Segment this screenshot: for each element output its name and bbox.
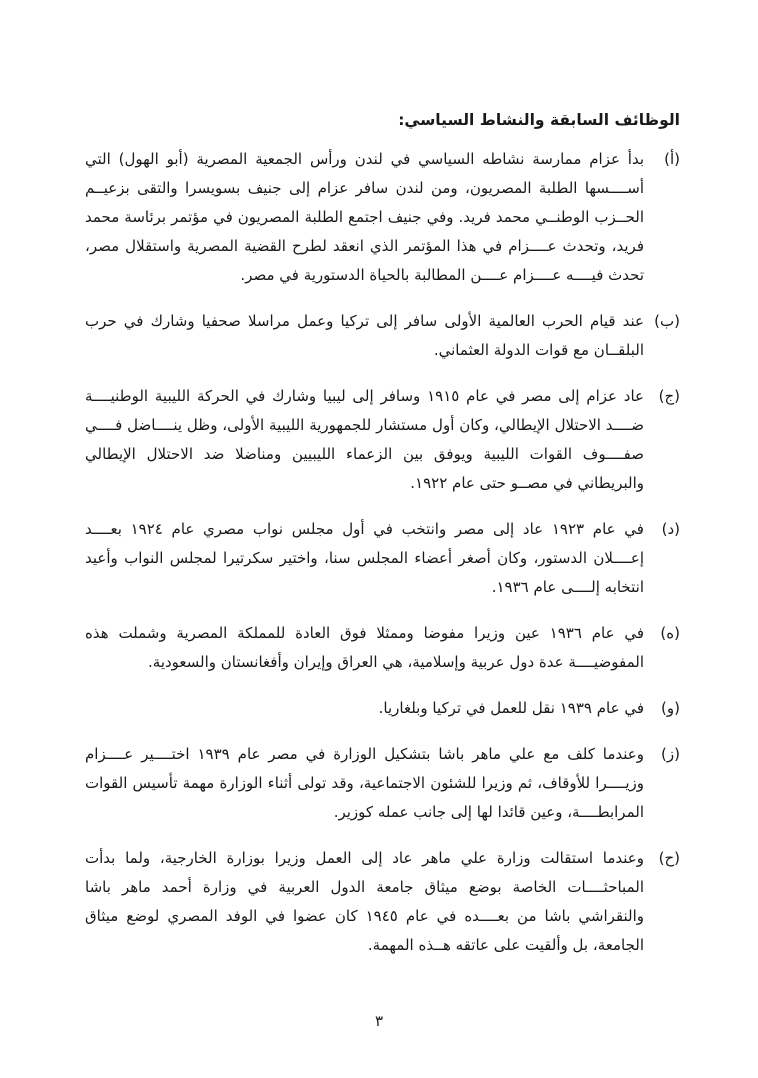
- item-marker: (و): [661, 699, 680, 717]
- item-marker: (أ): [664, 150, 680, 168]
- list-item: [85, 619, 680, 677]
- list-item: [85, 740, 680, 827]
- item-marker: (ج): [658, 387, 680, 405]
- list-item: [85, 145, 680, 290]
- item-marker: (ز): [661, 745, 680, 763]
- items-list: [85, 145, 680, 960]
- item-text: عند قيام الحرب العالمية الأولى سافر إلى تركيا وعمل مراسلا صحفيا وشارك في حرب البلقــان مع قوات الدولة العثماني.: [85, 312, 644, 359]
- list-item: [85, 694, 680, 723]
- item-marker: (ه): [660, 624, 680, 642]
- list-item: [85, 515, 680, 602]
- list-item: [85, 382, 680, 498]
- item-text: وعندما استقالت وزارة علي ماهر عاد إلى العمل وزيرا بوزارة الخارجية، ولما بدأت المباحثــــات الخاصة بوضع ميثاق جامعة الدول العربية في وزارة أحمد ماهر باشا والنقراشي باشا من بعــــده في عام ١٩٤٥ كان عضوا في الوفد المصري لوضع ميثاق الجامعة، بل وألقيت على عاتقه هــذه المهمة.: [85, 849, 644, 954]
- item-marker: (د): [661, 520, 680, 538]
- page-number: ٣: [374, 1012, 384, 1030]
- item-text: في عام ١٩٣٦ عين وزيرا مفوضا وممثلا فوق العادة للمملكة المصرية وشملت هذه المفوضيــــة عدة دول عربية وإسلامية، هي العراق وإيران وأفغانستان والسعودية.: [85, 624, 644, 671]
- item-marker: (ب): [654, 312, 680, 330]
- item-text: في عام ١٩٣٩ نقل للعمل في تركيا وبلغاريا.: [378, 699, 644, 717]
- list-item: [85, 844, 680, 960]
- item-text: بدأ عزام ممارسة نشاطه السياسي في لندن ورأس الجمعية المصرية (أبو الهول) التي أســــسها الطلبة المصريون، ومن لندن سافر عزام إلى جنيف بسويسرا والتقى بزعيــم الحــزب الوطنــي محمد فريد. وفي جنيف اجتمع الطلبة المصريون في مؤتمر برئاسة محمد فريد، وتحدث عــــزام في هذا المؤتمر الذي انعقد لطرح القضية المصرية واستقلال مصر، تحدث فيــــه عــــزام عــــن المطالبة بالحياة الدستورية في مصر.: [85, 150, 644, 284]
- item-text: عاد عزام إلى مصر في عام ١٩١٥ وسافر إلى ليبيا وشارك في الحركة الليبية الوطنيــــة ضــــد الاحتلال الإيطالي، وكان أول مستشار للجمهورية الليبية الأولى، وظل ينــــاضل فــــي صفــــوف القوات الليبية ويوفق بين الزعماء الليبيين ومناضلا ضد الاحتلال الإيطالي والبريطاني في مصــو حتى عام ١٩٢٢.: [85, 387, 644, 492]
- item-marker: (ح): [658, 849, 680, 867]
- section-title: الوظائف السابقة والنشاط السياسي:: [398, 111, 680, 129]
- item-text: في عام ١٩٢٣ عاد إلى مصر وانتخب في أول مجلس نواب مصري عام ١٩٢٤ بعــــد إعــــلان الدستور، وكان أصغر أعضاء المجلس سنا، واختير سكرتيرا لمجلس النواب وأعيد انتخابه إلــــى عام ١٩٣٦.: [85, 520, 644, 596]
- item-text: وعندما كلف مع علي ماهر باشا بتشكيل الوزارة في مصر عام ١٩٣٩ اختــــير عــــزام وزيــــرا للأوقاف، ثم وزيرا للشئون الاجتماعية، وقد تولى أثناء الوزارة مهمة تأسيس القوات المرابطــــة، وعين قائدا لها إلى جانب عمله كوزير.: [85, 745, 644, 821]
- list-item: [85, 307, 680, 365]
